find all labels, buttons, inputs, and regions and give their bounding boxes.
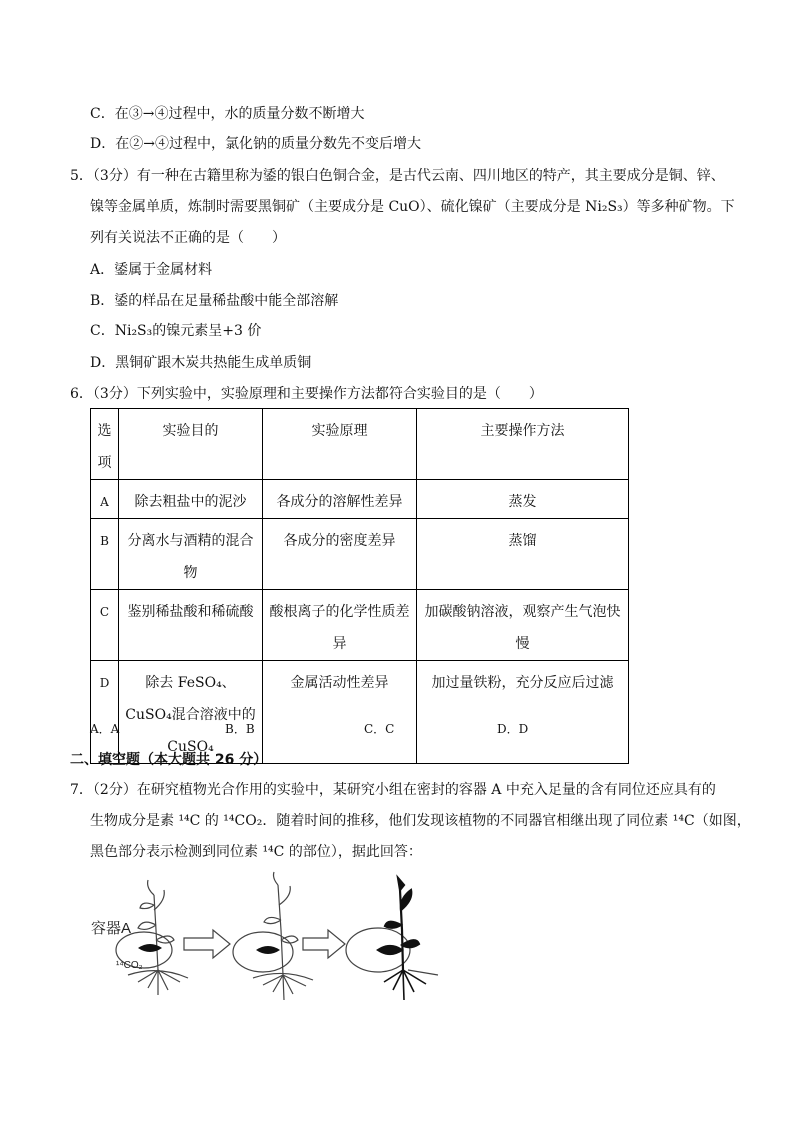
q6-answer-d: D．D (497, 722, 529, 736)
row-c-method: 加碳酸钠溶液，观察产生气泡快慢 (417, 590, 629, 661)
row-c-option: C (91, 590, 119, 661)
header-option: 选项 (91, 409, 119, 480)
plant-2 (233, 872, 313, 1000)
q4-option-c: C．在③→④过程中，水的质量分数不断增大 (90, 106, 365, 122)
q6-table (90, 408, 629, 764)
table-row (91, 661, 629, 764)
header-method: 主要操作方法 (417, 409, 629, 480)
row-a-method: 蒸发 (417, 480, 629, 519)
gas-label: ¹⁴CO₂ (116, 960, 143, 971)
arrow-1-icon (184, 930, 230, 958)
header-principle: 实验原理 (263, 409, 417, 480)
q5-stem-line2: 镍等金属单质，炼制时需要黑铜矿（主要成分是 CuO）、硫化镍矿（主要成分是 Ni₂S₃）等多种矿物。下 (90, 199, 735, 215)
q7-stem-line2: 生物成分是素 ¹⁴C 的 ¹⁴CO₂．随着时间的推移，他们发现该植物的不同器官相继出现了同位素 ¹⁴C（如图， (90, 813, 751, 829)
q6-stem: 6．（3分）下列实验中，实验原理和主要操作方法都符合实验目的是（ ） (70, 386, 543, 402)
q7-stem-line1: 7．（2分）在研究植物光合作用的实验中，某研究小组在密封的容器 A 中充入足量的含有同位还应具有的 (70, 782, 716, 798)
q5-stem-line1: 5．（3分）有一种在古籍里称为鋈的银白色铜合金，是古代云南、四川地区的特产，其主要成分是铜、锌、 (70, 168, 725, 184)
q5-stem-line3: 列有关说法不正确的是（ ） (90, 230, 286, 246)
plant-2-black-leaf (256, 946, 280, 954)
table-row (91, 480, 629, 519)
q5-option-a: A．鋈属于金属材料 (90, 262, 213, 278)
row-a-option: A (91, 480, 119, 519)
header-purpose: 实验目的 (119, 409, 263, 480)
arrow-2-icon (303, 930, 345, 958)
q7-stem-line3: 黑色部分表示检测到同位素 ¹⁴C 的部位），据此回答： (90, 844, 422, 860)
q5-option-b: B．鋈的样品在足量稀盐酸中能全部溶解 (90, 293, 339, 309)
row-b-purpose: 分离水与酒精的混合物 (119, 519, 263, 590)
row-b-option: B (91, 519, 119, 590)
plant-3-black-parts (378, 878, 426, 1000)
q6-answer-c: C．C (364, 722, 395, 736)
row-c-purpose: 鉴别稀盐酸和稀硫酸 (119, 590, 263, 661)
table-row (91, 519, 629, 590)
q6-answer-a: A．A (90, 722, 120, 736)
row-a-principle: 各成分的溶解性差异 (263, 480, 417, 519)
table-header-row (91, 409, 629, 480)
row-b-principle: 各成分的密度差异 (263, 519, 417, 590)
plant-1-black-leaf (138, 944, 162, 952)
row-b-method: 蒸馏 (417, 519, 629, 590)
table-row (91, 590, 629, 661)
section-title: 二、填空题（本大题共 26 分） (70, 752, 268, 768)
plant-1 (116, 880, 188, 995)
row-d-option: D (91, 661, 119, 764)
q6-answer-b: B．B (225, 722, 255, 736)
q5-option-c: C．Ni₂S₃的镍元素呈+3 价 (90, 323, 262, 339)
row-d-purpose: 除去 FeSO₄、CuSO₄混合溶液中的 CuSO₄ (119, 661, 263, 764)
row-a-purpose: 除去粗盐中的泥沙 (119, 480, 263, 519)
row-d-method: 加过量铁粉，充分反应后过滤 (417, 661, 629, 764)
row-d-principle: 金属活动性差异 (263, 661, 417, 764)
container-label: 容器A (91, 920, 132, 937)
q5-option-d: D．黑铜矿跟木炭共热能生成单质铜 (90, 355, 312, 371)
q4-option-d: D．在②→④过程中，氯化钠的质量分数先不变后增大 (90, 136, 421, 152)
plant-isotope-figure (88, 870, 448, 1010)
row-c-principle: 酸根离子的化学性质差异 (263, 590, 417, 661)
